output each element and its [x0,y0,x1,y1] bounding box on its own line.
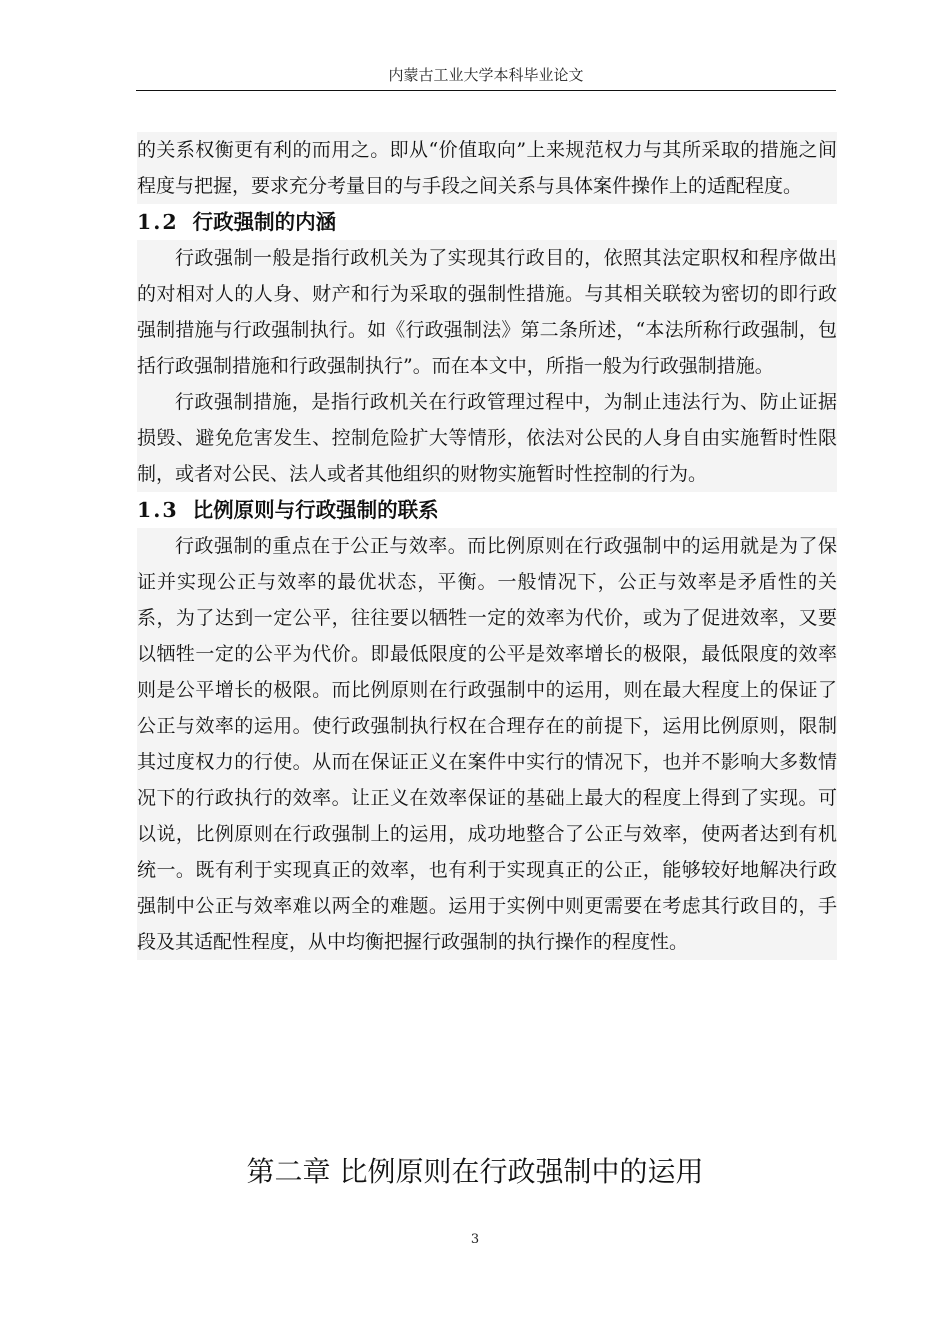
section-number: 1.3 [137,498,179,522]
page-number: 3 [470,1232,480,1247]
paragraph: 行政强制的重点在于公正与效率。而比例原则在行政强制中的运用就是为了保证并实现公正与效率的最优状态，平衡。一般情况下，公正与效率是矛盾性的关系，为了达到一定公平，往往要以牺牲一定的效率为代价，或为了促进效率，又要以牺牲一定的公平为代价。即最低限度的公平是效率增长的极限，最低限度的效率则是公平增长的极限。而比例原则在行政强制中的运用，则在最大程度上的保证了公正与效率的运用。使行政强制执行权在合理存在的前提下，运用比例原则，限制其过度权力的行使。从而在保证正义在案件中实行的情况下，也并不影响大多数情况下的行政执行的效率。让正义在效率保证的基础上最大的程度上得到了实现。可以说，比例原则在行政强制上的运用，成功地整合了公正与效率，使两者达到有机统一。既有利于实现真正的效率，也有利于实现真正的公正，能够较好地解决行政强制中公正与效率难以两全的难题。运用于实例中则更需要在考虑其行政目的，手段及其适配性程度，从中均衡把握行政强制的执行操作的程度性。 [137,528,837,960]
section-title: 行政强制的内涵 [192,210,337,234]
section-heading-1-3 [137,492,837,528]
section-title: 比例原则与行政强制的联系 [192,498,439,522]
chapter-title: 第二章 比例原则在行政强制中的运用 [246,1155,704,1188]
paragraph: 行政强制一般是指行政机关为了实现其行政目的，依照其法定职权和程序做出的对相对人的人身、财产和行为采取的强制性措施。与其相关联较为密切的即行政强制措施与行政强制执行。如《行政强制法》第二条所述，“本法所称行政强制，包括行政强制措施和行政强制执行”。而在本文中，所指一般为行政强制措施。 [137,240,837,384]
page-body [137,132,837,960]
running-header: 内蒙古工业大学本科毕业论文 [136,64,836,91]
paragraph: 行政强制措施，是指行政机关在行政管理过程中，为制止违法行为、防止证据损毁、避免危害发生、控制危险扩大等情形，依法对公民的人身自由实施暂时性限制，或者对公民、法人或者其他组织的财物实施暂时性控制的行为。 [137,384,837,492]
section-heading-1-2 [137,204,837,240]
section-number: 1.2 [137,210,179,234]
paragraph-continuation: 的关系权衡更有利的而用之。即从“价值取向”上来规范权力与其所采取的措施之间程度与把握，要求充分考量目的与手段之间关系与具体案件操作上的适配程度。 [137,132,837,204]
